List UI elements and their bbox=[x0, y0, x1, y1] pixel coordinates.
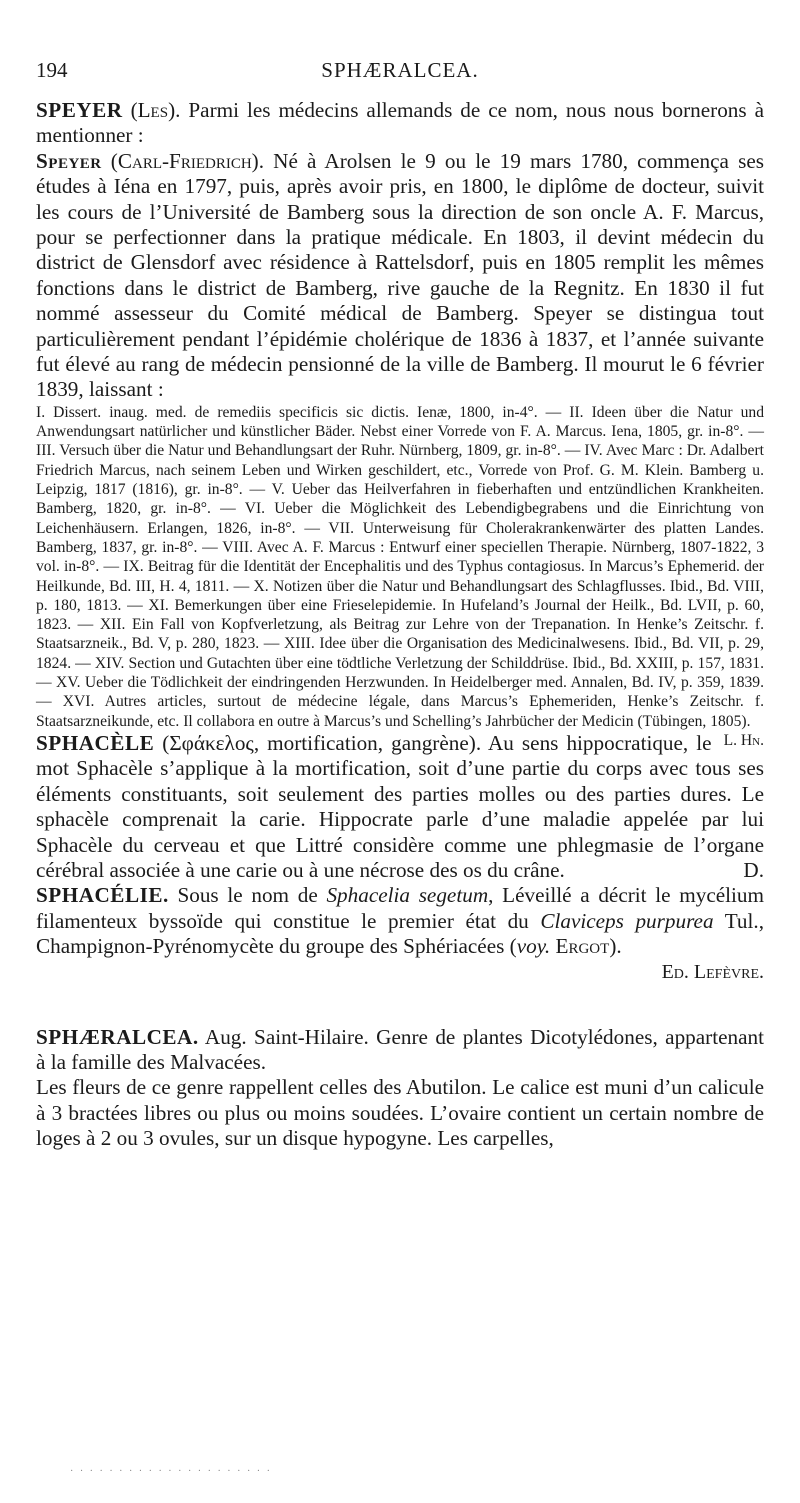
ergot-reference: Ergot bbox=[550, 934, 610, 959]
headword-sphaeralcea: SPHÆRALCEA. bbox=[36, 1024, 199, 1049]
print-smudge: · · · · · · · · · · · · · · · · · · · · · bbox=[70, 1466, 272, 1477]
entry-sphacelie bbox=[36, 883, 764, 959]
entry-speyer-les bbox=[36, 98, 764, 149]
bibliography-signature: L. Hn. bbox=[723, 731, 764, 749]
sphacelie-text-d: ). bbox=[609, 934, 622, 959]
sphacele-text: mortification, gangrène). Au sens hippocratique, le mot Sphacèle s’applique à la mortification, soit d’une partie du corps avec tous ses éléments constituants, soit seulement des parties molles ou des parties dures. Le sphacèle comprenait la carie. Hippocrate parle d’une maladie appelée par lui Sphacèle du cerveau et que Littré considère comme une phlegmasie de l’organe cérébral associée à une carie ou à une nécrose des os du crâne. bbox=[36, 730, 764, 882]
headword-sphacele: SPHACÈLE bbox=[36, 730, 155, 755]
speyer-les-text: Parmi les médecins allemands de ce nom, nous nous bornerons à mentionner : bbox=[36, 98, 765, 148]
sphacele-signature: D. bbox=[743, 857, 764, 882]
speyer-les-paren: (Les). bbox=[130, 98, 181, 122]
headword-speyer: Speyer bbox=[36, 148, 102, 173]
speyer-carl-paren: (Carl-Friedrich). bbox=[110, 148, 265, 173]
sphacelie-text-a: Sous le nom de bbox=[168, 883, 327, 908]
running-title: SPHÆRALCEA. bbox=[321, 58, 479, 82]
sphacelie-signature: Ed. Lefèvre. bbox=[661, 960, 764, 983]
sphacelie-text-c: Tul., Champignon-Pyrénomycète du groupe des Sphériacées ( bbox=[36, 908, 764, 959]
sphacelie-text-b: , Léveillé a décrit le mycélium filamenteux byssoïde qui constitue le premier état du bbox=[36, 883, 764, 933]
sphacelia-species: Sphacelia segetum bbox=[326, 883, 489, 908]
sphacele-greek: (Σφάκελος, bbox=[162, 730, 260, 755]
entry-speyer-carl-friedrich bbox=[36, 149, 764, 403]
bibliography-text: I. Dissert. inaug. med. de remediis specificis sic dictis. Ienæ, 1800, in-4°. — II. Ideen über die Natur und Anwendungsart natürlicher und künstlicher Bäder. Nebst einer Vorrede von F. A. Marcus. Iena, 1805, gr. in-8°. — III. Versuch über die Natur und Behandlungsart der Ruhr. Nürnberg, 1809, gr. in-8°. — IV. Avec Marc : Dr. Adalbert Friedrich Marcus, nach seinem Leben und Wirken geschildert, etc., Vorrede von Prof. G. M. Klein. Bamberg u. Leipzig, 1817 (1816), gr. in-8°. — V. Ueber das Heilverfahren in fieberhaften und entzündlichen Krankheiten. Bamberg, 1820, gr. in-8°. — VI. Ueber die Möglichkeit des Lebendigbegrabens und die Einrichtung von Leichenhäusern. Erlangen, 1826, in-8°. — VII. Unterweisung für Cholerakrankenwärter des platten Landes. Bamberg, 1837, gr. in-8°. — VIII. Avec A. F. Marcus : Entwurf einer speciellen Therapie. Nürnberg, 1807-1822, 3 vol. in-8°. — IX. Beitrag für die Identität der Encephalitis und des Typhus contagiosus. In Marcus’s Ephemerid. der Heilkunde, Bd. III, H. 4, 1811. — X. Notizen über die Natur und Behandlungsart des Schlagflusses. Ibid., Bd. VIII, p. 180, 1813. — XI. Bemerkungen über eine Frieselepidemie. In Hufeland’s Journal der Heilk., Bd. LVII, p. 60, 1823. — XII. Ein Fall von Kopfverletzung, als Beitrag zur Lehre von der Trepanation. In Henke’s Zeitschr. f. Staatsarzneik., Bd. V, p. 280, 1823. — XIII. Idee über die Organisation des Medicinalwesens. Ibid., Bd. VII, p. 29, 1824. — XIV. Section und Gutachten über eine tödtliche Verletzung der Schilddrüse. Ibid., Bd. XXIII, p. 157, 1831. — XV. Ueber die Tödlichkeit der eindringenden Herzwunden. In Heidelberger med. Annalen, Bd. IV, p. 359, 1839. — XVI. Autres articles, surtout de médecine légale, dans Marcus’s Ephemeriden, Henke’s Zeitschr. f. Staatsarzneikunde, etc. Il collabora en outre à Marcus’s und Schelling’s Jahrbücher der Medicin (Tübingen, 1805). bbox=[36, 403, 764, 730]
entry-sphaeralcea bbox=[36, 1025, 764, 1076]
headword-speyer-les: SPEYER bbox=[36, 98, 123, 122]
headword-sphacelie: SPHACÉLIE. bbox=[36, 883, 169, 908]
page-number: 194 bbox=[36, 58, 68, 82]
claviceps-species: Claviceps purpurea bbox=[540, 908, 714, 933]
sphaeralcea-text: Aug. Saint-Hilaire. Genre de plantes Dicotylédones, appartenant à la famille des Malvacées. bbox=[36, 1024, 764, 1074]
entry-sphacele bbox=[36, 731, 764, 883]
sphaeralcea-paragraph-2: Les fleurs de ce genre rappellent celles des Abutilon. Le calice est muni d’un calicule à 3 bractées libres ou plus ou moins soudées. L’ovaire contient un certain nombre de loges à 2 ou 3 ovules, sur un disque hypogyne. Les carpelles, bbox=[36, 1075, 764, 1151]
running-head bbox=[36, 58, 764, 88]
speyer-carl-text: Né à Arolsen le 9 ou le 19 mars 1780, commença ses études à Iéna en 1797, puis, après avoir pris, en 1800, le diplôme de docteur, suivit les cours de l’Université de Bamberg sous la direction de son oncle A. F. Marcus, pour se perfectionner dans la pratique médicale. En 1803, il devint médecin du district de Glensdorf avec résidence à Rattelsdorf, puis en 1805 remplit les mêmes fonctions dans le district de Bamberg, rive gauche de la Regnitz. En 1830 il fut nommé assesseur du Comité médical de Bamberg. Speyer se distingua tout particulièrement pendant l’épidémie cholérique de 1836 à 1837, et l’année suivante fut élevé au rang de médecin pensionné de la ville de Bamberg. Il mourut le 6 février 1839, laissant : bbox=[36, 148, 765, 402]
voy-abbrev: voy. bbox=[516, 934, 551, 959]
